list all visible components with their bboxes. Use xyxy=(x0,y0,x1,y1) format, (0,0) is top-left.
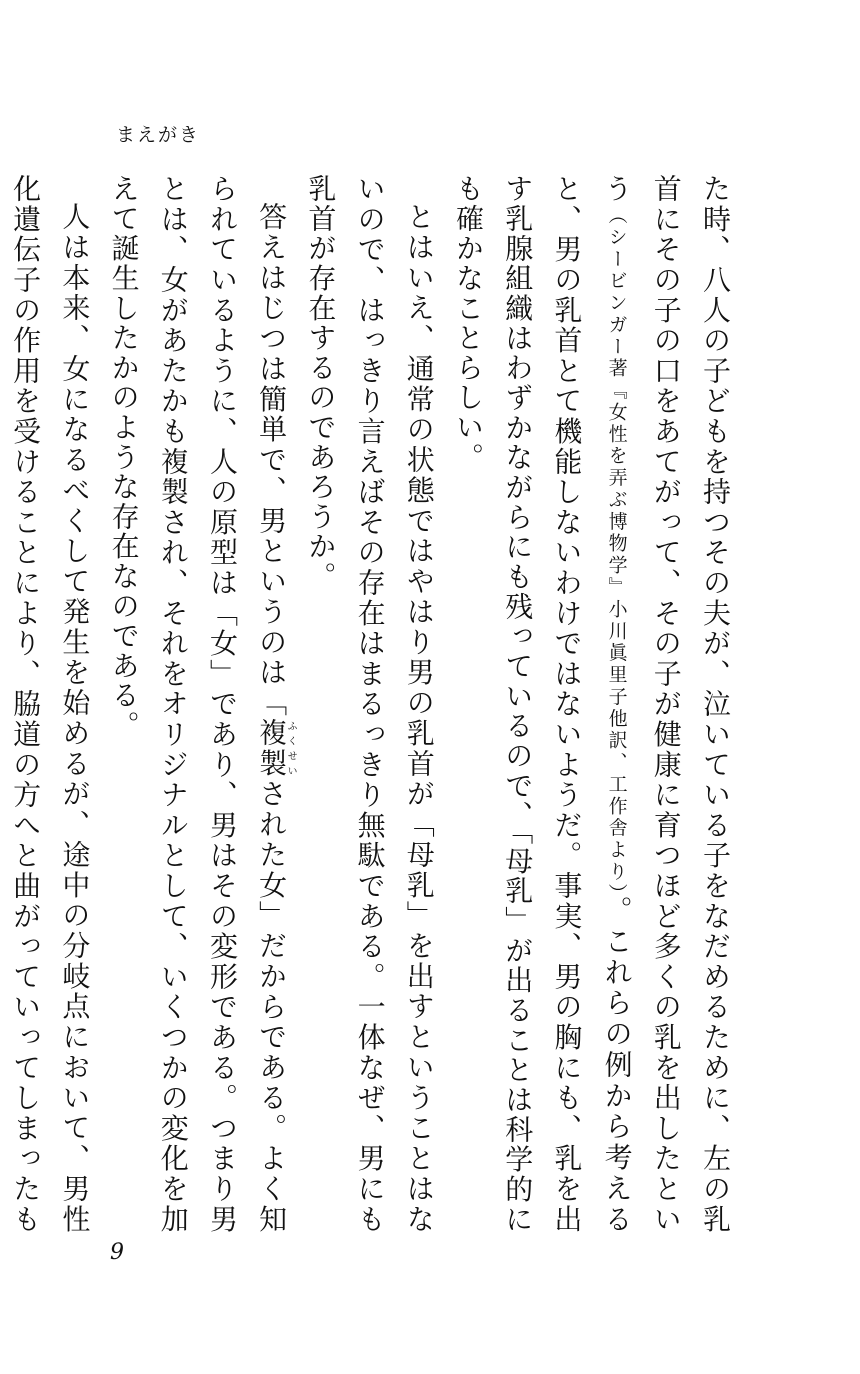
text-run: 人は本来、女になるべくして発生を始めるが、途中の分岐点において、男性化遺伝子の作用を受けることにより、脇道の方へと曲がっていってしまったも xyxy=(9,174,92,1234)
vertical-body-text xyxy=(9,174,740,1234)
body-paragraph xyxy=(296,174,444,1234)
running-head: まえがき xyxy=(116,124,201,146)
text-run: とはいえ、通常の状態ではやはり男の乳首が「母乳」を出すということはないので、はっきり言えばその存在はまるっきり無駄である。一体なぜ、男にも乳首が存在するのであろうか。 xyxy=(304,174,436,1234)
ruby-reading: ふくせい xyxy=(285,718,297,779)
text-run: 。これらの例から考えると、男の乳首とて機能しないわけではないようだ。事実、男の胸にも、乳を出す乳腺組織はわずかながらにも残っているので、「母乳」が出ることは科学的にも確かなことらしい。 xyxy=(451,174,634,1234)
text-run: 答えはじつは簡単で、男というのは「 xyxy=(255,202,289,719)
body-paragraph xyxy=(444,174,740,1234)
page-number: 9 xyxy=(110,1240,124,1265)
citation-note: （シービンガー著『女性を弄ぶ博物学』小川眞里子他訳、工作舎より） xyxy=(605,204,628,896)
body-paragraph xyxy=(0,174,99,1234)
ruby-base: 複製 xyxy=(255,718,289,780)
text-run: た時、八人の子どもを持つその夫が、泣いている子をなだめるために、左の乳首にその子の口をあてがって、その子が健康に育つほど多くの乳を出したという xyxy=(600,174,732,1234)
body-paragraph xyxy=(99,174,296,1234)
ruby-word xyxy=(255,718,297,780)
text-run: された女」だからである。よく知られているように、人の原型は「女」であり、男はその変形である。つまり男とは、女があたかも複製され、それをオリジナルとして、いくつかの変化を加えて誕生したかのような存在なのである。 xyxy=(107,174,289,1234)
